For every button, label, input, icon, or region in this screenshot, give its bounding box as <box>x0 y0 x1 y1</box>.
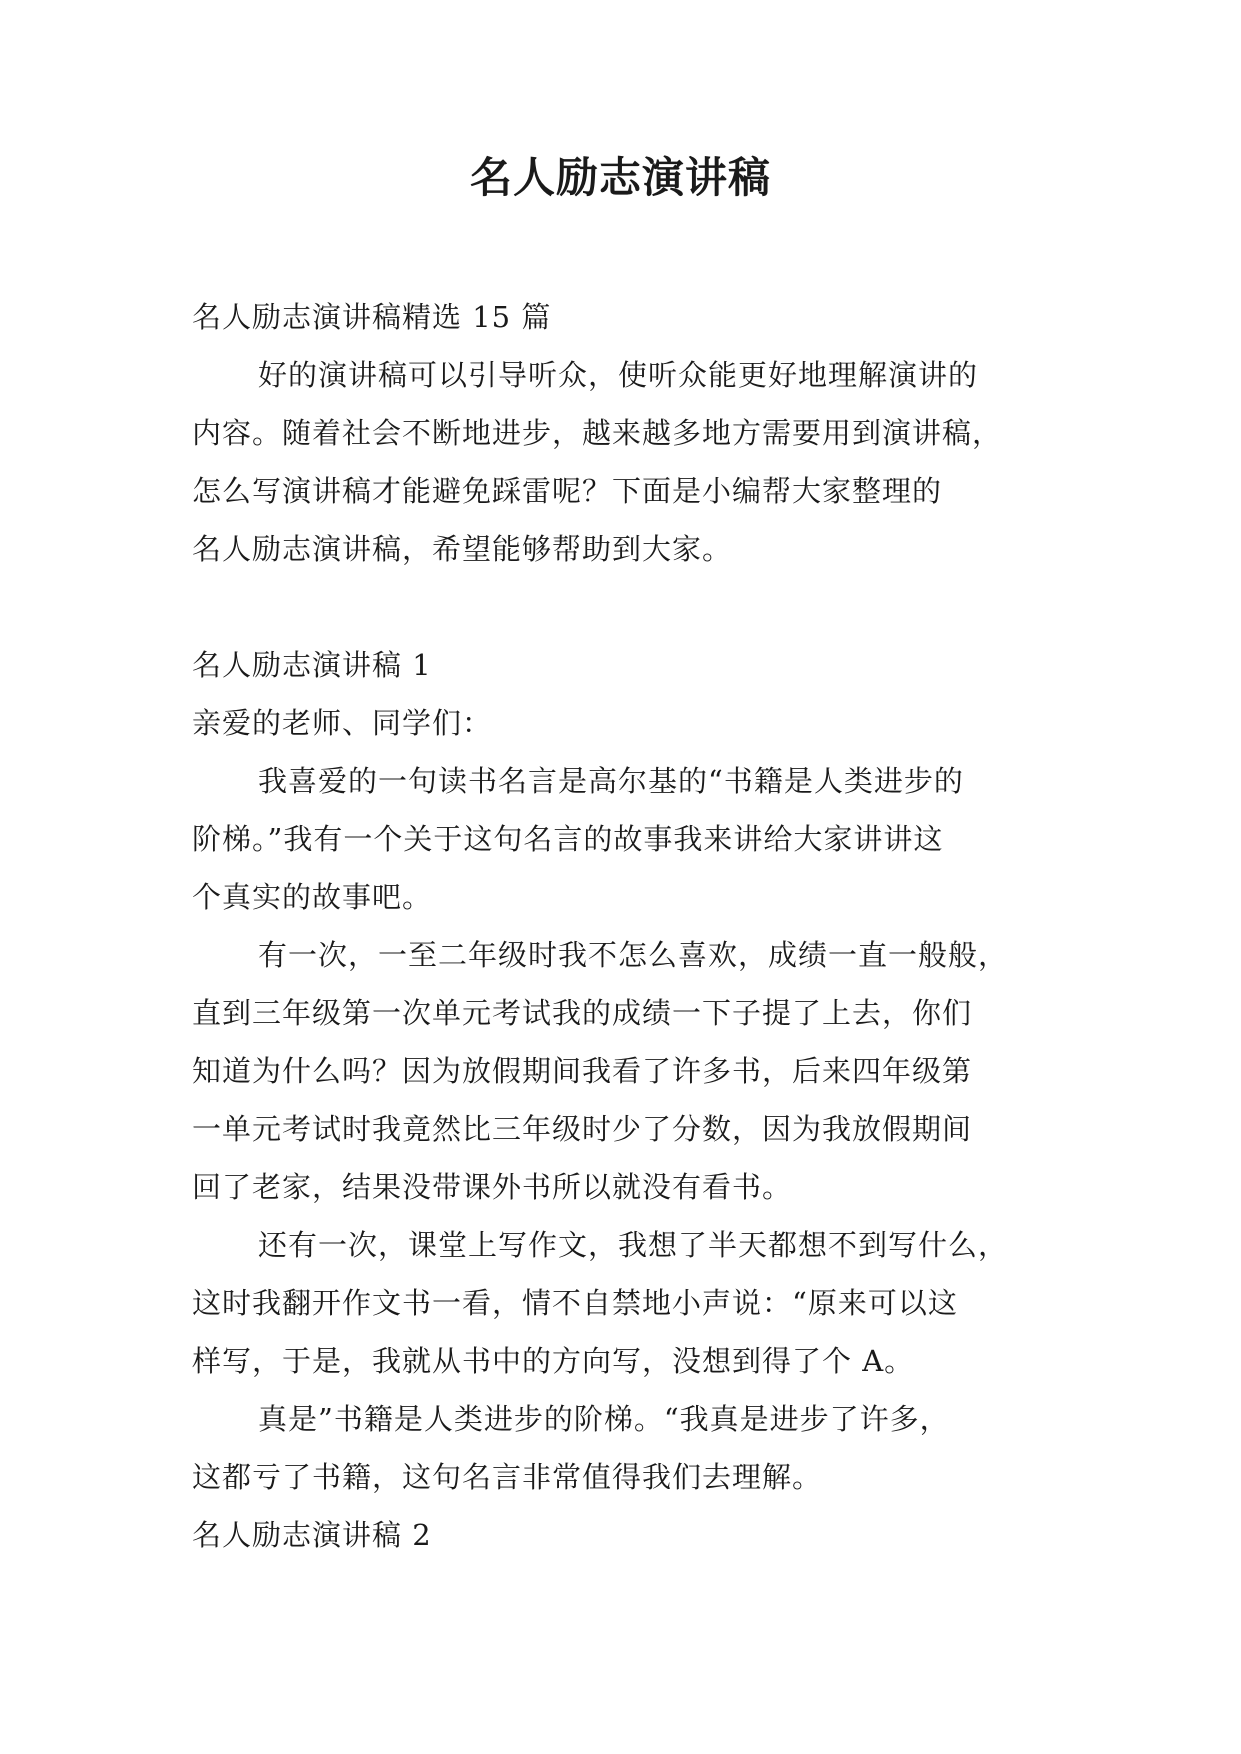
paragraph-line: 真是”书籍是人类进步的阶梯。“我真是进步了许多， <box>258 1402 950 1436</box>
paragraph-line: 这时我翻开作文书一看，情不自禁地小声说：“原来可以这 <box>192 1286 958 1320</box>
paragraph-line: 有一次，一至二年级时我不怎么喜欢，成绩一直一般般， <box>258 938 1009 972</box>
paragraph-2 <box>192 926 1052 1216</box>
paragraph-1 <box>192 752 1052 926</box>
document-body <box>192 288 1052 1564</box>
intro-line: 怎么写演讲稿才能避免踩雷呢？下面是小编帮大家整理的 <box>192 474 943 508</box>
paragraph-line: 知道为什么吗？因为放假期间我看了许多书，后来四年级第 <box>192 1054 973 1088</box>
paragraph-line: 这都亏了书籍，这句名言非常值得我们去理解。 <box>192 1460 823 1494</box>
paragraph-3 <box>192 1216 1052 1390</box>
greeting: 亲爱的老师、同学们： <box>192 706 493 740</box>
paragraph-line: 阶梯。”我有一个关于这句名言的故事我来讲给大家讲讲这 <box>192 822 944 856</box>
paragraph-4 <box>192 1390 1052 1506</box>
paragraph-line: 我喜爱的一句读书名言是高尔基的“书籍是人类进步的 <box>258 764 964 798</box>
blank-line <box>192 578 1052 636</box>
paragraph-line: 回了老家，结果没带课外书所以就没有看书。 <box>192 1170 793 1204</box>
intro-line: 好的演讲稿可以引导听众，使听众能更好地理解演讲的 <box>258 358 979 392</box>
paragraph-line: 个真实的故事吧。 <box>192 880 433 914</box>
intro-line: 内容。随着社会不断地进步，越来越多地方需要用到演讲稿， <box>192 416 1003 450</box>
paragraph-line: 还有一次，课堂上写作文，我想了半天都想不到写什么， <box>258 1228 1009 1262</box>
intro-line: 名人励志演讲稿，希望能够帮助到大家。 <box>192 532 733 566</box>
intro-paragraph <box>192 346 1052 578</box>
section-heading-1: 名人励志演讲稿 1 <box>192 648 432 682</box>
paragraph-line: 样写，于是，我就从书中的方向写，没想到得了个 A。 <box>192 1344 915 1378</box>
document-subtitle: 名人励志演讲稿精选 15 篇 <box>192 300 552 334</box>
paragraph-line: 直到三年级第一次单元考试我的成绩一下子提了上去，你们 <box>192 996 973 1030</box>
document-title: 名人励志演讲稿 <box>469 153 771 202</box>
section-heading-2: 名人励志演讲稿 2 <box>192 1518 432 1552</box>
paragraph-line: 一单元考试时我竟然比三年级时少了分数，因为我放假期间 <box>192 1112 973 1146</box>
